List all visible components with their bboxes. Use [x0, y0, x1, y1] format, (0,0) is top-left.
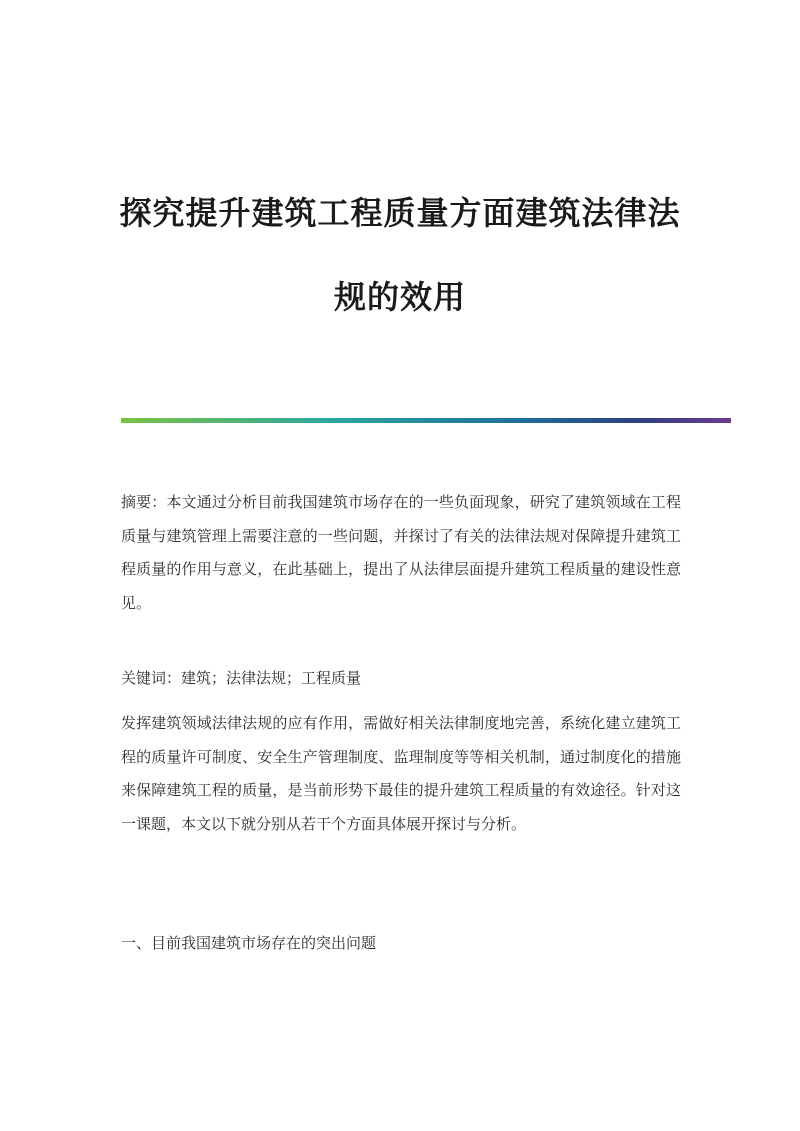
document-title-line-2: 规的效用	[333, 278, 466, 316]
body-paragraph: 发挥建筑领域法律法规的应有作用，需做好相关法律制度地完善，系统化建立建筑工程的质量许可制度、安全生产管理制度、监理制度等等相关机制，通过制度化的措施来保障建筑工程的质量，是当前形势下最佳的提升建筑工程质量的有效途径。针对这一课题，本文以下就分别从若干个方面具体展开探讨与分析。	[121, 714, 681, 833]
abstract-paragraph: 摘要：本文通过分析目前我国建筑市场存在的一些负面现象，研究了建筑领域在工程质量与建筑管理上需要注意的一些问题，并探讨了有关的法律法规对保障提升建筑工程质量的作用与意义，在此基础上，提出了从法律层面提升建筑工程质量的建设性意见。	[121, 493, 681, 612]
keywords-line: 关键词：建筑；法律法规；工程质量	[121, 669, 362, 687]
section-heading: 一、目前我国建筑市场存在的突出问题	[121, 934, 377, 952]
gradient-divider	[121, 418, 731, 423]
document-title-line-1: 探究提升建筑工程质量方面建筑法律法	[119, 194, 681, 232]
